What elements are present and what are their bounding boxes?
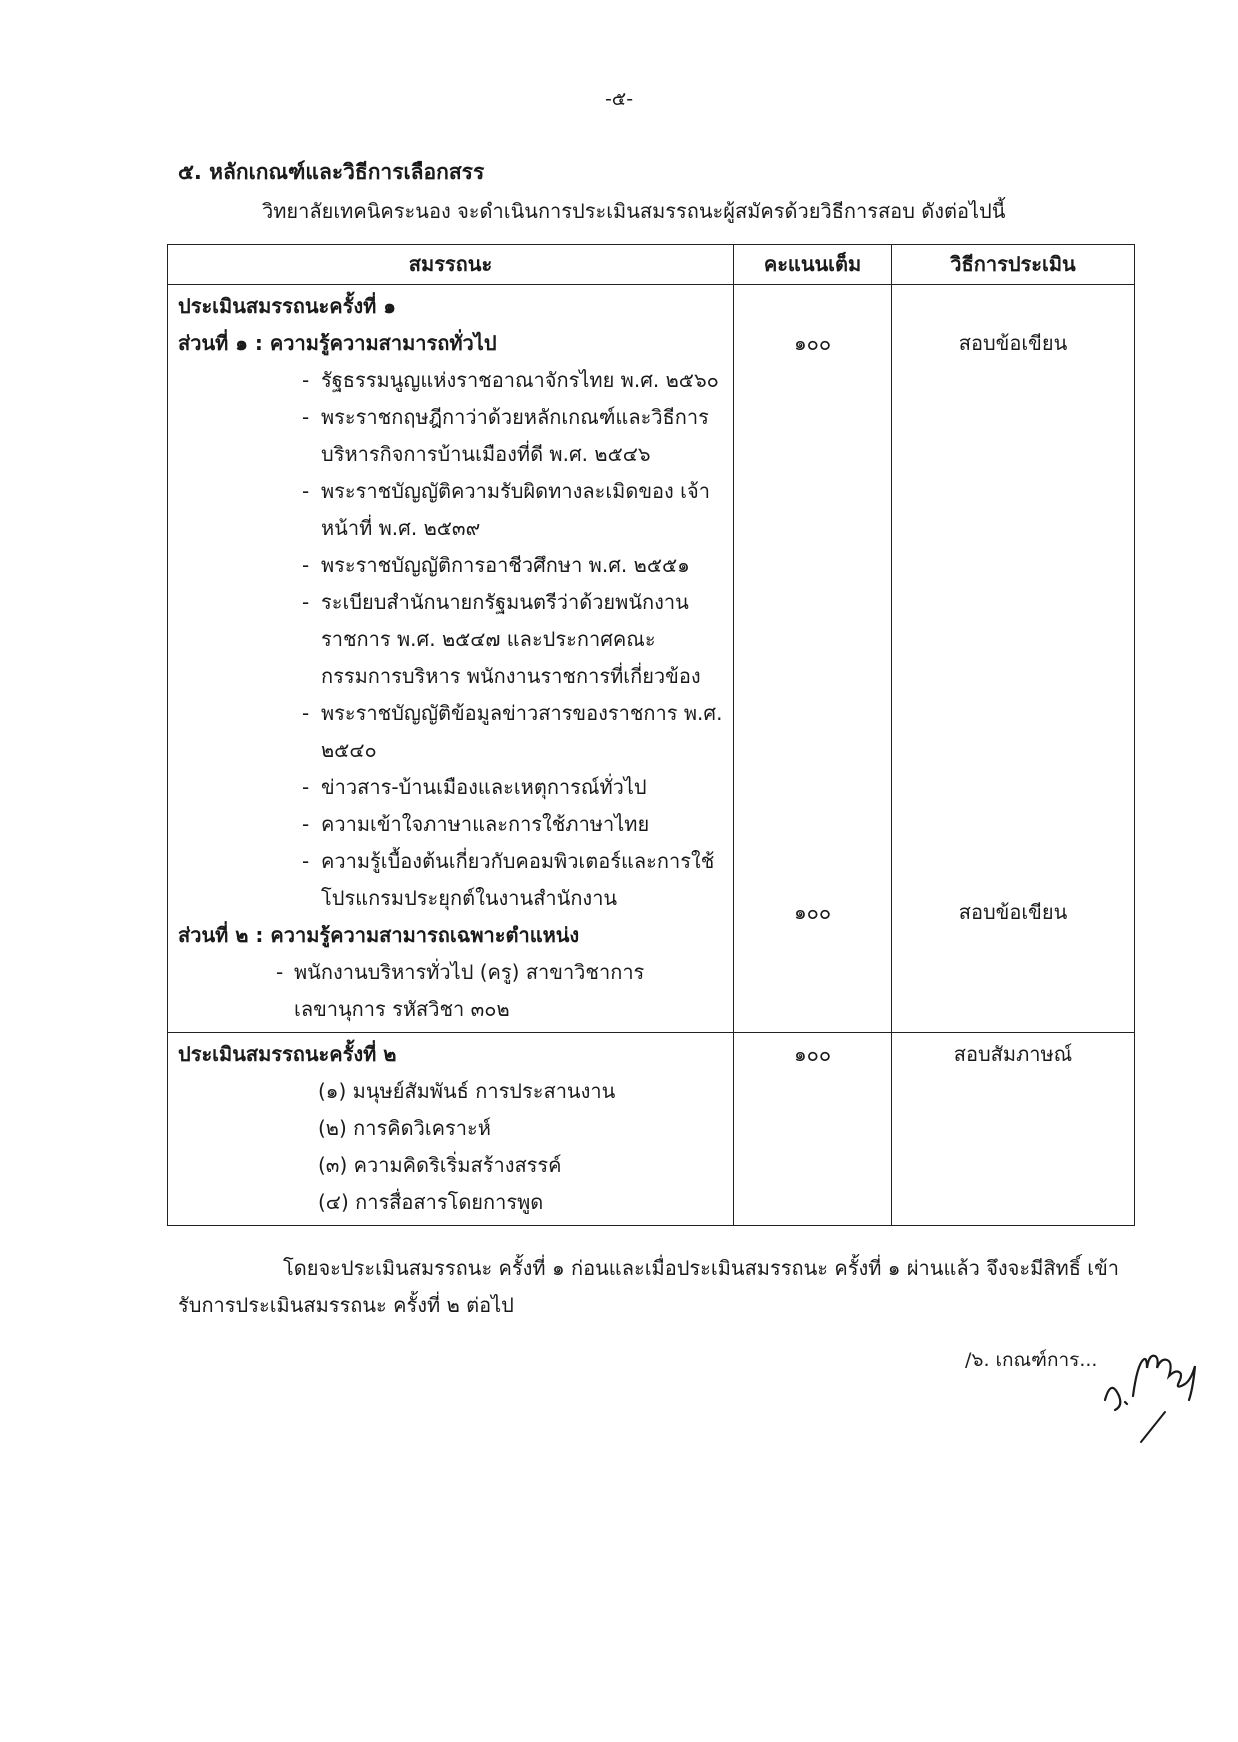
list-item: - ความรู้เบื้องต้นเกี่ยวกับคอมพิวเตอร์และการใช้ โปรแกรมประยุกต์ในงานสำนักงาน [178, 843, 725, 917]
continuation-marker: /๖. เกณฑ์การ... [965, 1349, 1098, 1371]
criteria-table [167, 244, 1135, 1226]
list-item: - รัฐธรรมนูญแห่งราชอาณาจักรไทย พ.ศ. ๒๕๖๐ [178, 362, 725, 399]
list-item: (๓) ความคิดริเริ่มสร้างสรรค์ [318, 1153, 562, 1177]
header-full-score: คะแนนเต็ม [734, 245, 892, 285]
round-1-competency-cell [168, 285, 734, 1033]
part-2-item-list [178, 954, 725, 1028]
list-item: (๑) มนุษย์สัมพันธ์ การประสานงาน [318, 1079, 616, 1103]
round-2-item-list [178, 1073, 725, 1221]
part-1-title: ส่วนที่ ๑ : ความรู้ความสามารถทั่วไป [178, 331, 497, 355]
round-2-title: ประเมินสมรรถนะครั้งที่ ๒ [178, 1042, 397, 1066]
assessment-note: โดยจะประเมินสมรรถนะ ครั้งที่ ๑ ก่อนและเมื่อประเมินสมรรถนะ ครั้งที่ ๑ ผ่านแล้ว จึงจะมีสิทธิ์ เข้ารับการประเมินสมรรถนะ ครั้งที่ ๒ ต่อไป [178, 1256, 1120, 1317]
part-2-method: สอบข้อเขียน [958, 900, 1068, 924]
round-2-method-cell [892, 1033, 1135, 1226]
list-item: - ข่าวสาร-บ้านเมืองและเหตุการณ์ทั่วไป [178, 769, 725, 806]
page-number: -๕- [604, 88, 634, 110]
section-intro: วิทยาลัยเทคนิคระนอง จะดำเนินการประเมินสมรรถนะผู้สมัครด้วยวิธีการสอบ ดังต่อไปนี้ [262, 199, 1006, 223]
section-heading: ๕. หลักเกณฑ์และวิธีการเลือกสรร [178, 160, 485, 184]
part-1-method: สอบข้อเขียน [958, 331, 1068, 355]
list-item: - พระราชกฤษฎีกาว่าด้วยหลักเกณฑ์และวิธีการ บริหารกิจการบ้านเมืองที่ดี พ.ศ. ๒๕๔๖ [178, 399, 725, 473]
round-1-score-cell [734, 285, 892, 1033]
list-item: - พระราชบัญญัติความรับผิดทางละเมิดของ เจ้าหน้าที่ พ.ศ. ๒๕๓๙ [178, 473, 725, 547]
round-2-competency-cell [168, 1033, 734, 1226]
round-1-method-cell [892, 285, 1135, 1033]
table-header-row [168, 245, 1135, 285]
signature [1095, 1330, 1205, 1450]
part-2-title: ส่วนที่ ๒ : ความรู้ความสามารถเฉพาะตำแหน่ง [178, 923, 580, 947]
part-2-score: ๑๐๐ [793, 900, 832, 924]
list-item: - พระราชบัญญัติข้อมูลข่าวสารของราชการ พ.ศ. ๒๕๔๐ [178, 695, 725, 769]
table-row-round-1 [168, 285, 1135, 1033]
part-1-item-list [178, 362, 725, 917]
header-competency: สมรรถนะ [168, 245, 734, 285]
round-2-score-cell [734, 1033, 892, 1226]
list-item: - พนักงานบริหารทั่วไป (ครู) สาขาวิชาการเลขานุการ รหัสวิชา ๓๐๒ [178, 954, 725, 1028]
header-method: วิธีการประเมิน [892, 245, 1135, 285]
part-1-score: ๑๐๐ [793, 331, 832, 355]
list-item: - ความเข้าใจภาษาและการใช้ภาษาไทย [178, 806, 725, 843]
round-2-score: ๑๐๐ [793, 1042, 832, 1066]
round-1-title: ประเมินสมรรถนะครั้งที่ ๑ [178, 294, 396, 318]
list-item: (๔) การสื่อสารโดยการพูด [318, 1190, 544, 1214]
round-2-method: สอบสัมภาษณ์ [953, 1042, 1073, 1066]
list-item: - พระราชบัญญัติการอาชีวศึกษา พ.ศ. ๒๕๕๑ [178, 547, 725, 584]
list-item: (๒) การคิดวิเคราะห์ [318, 1116, 491, 1140]
table-row-round-2 [168, 1033, 1135, 1226]
list-item: - ระเบียบสำนักนายกรัฐมนตรีว่าด้วยพนักงานราชการ พ.ศ. ๒๕๔๗ และประกาศคณะกรรมการบริหาร พนักงานราชการที่เกี่ยวข้อง [178, 584, 725, 695]
